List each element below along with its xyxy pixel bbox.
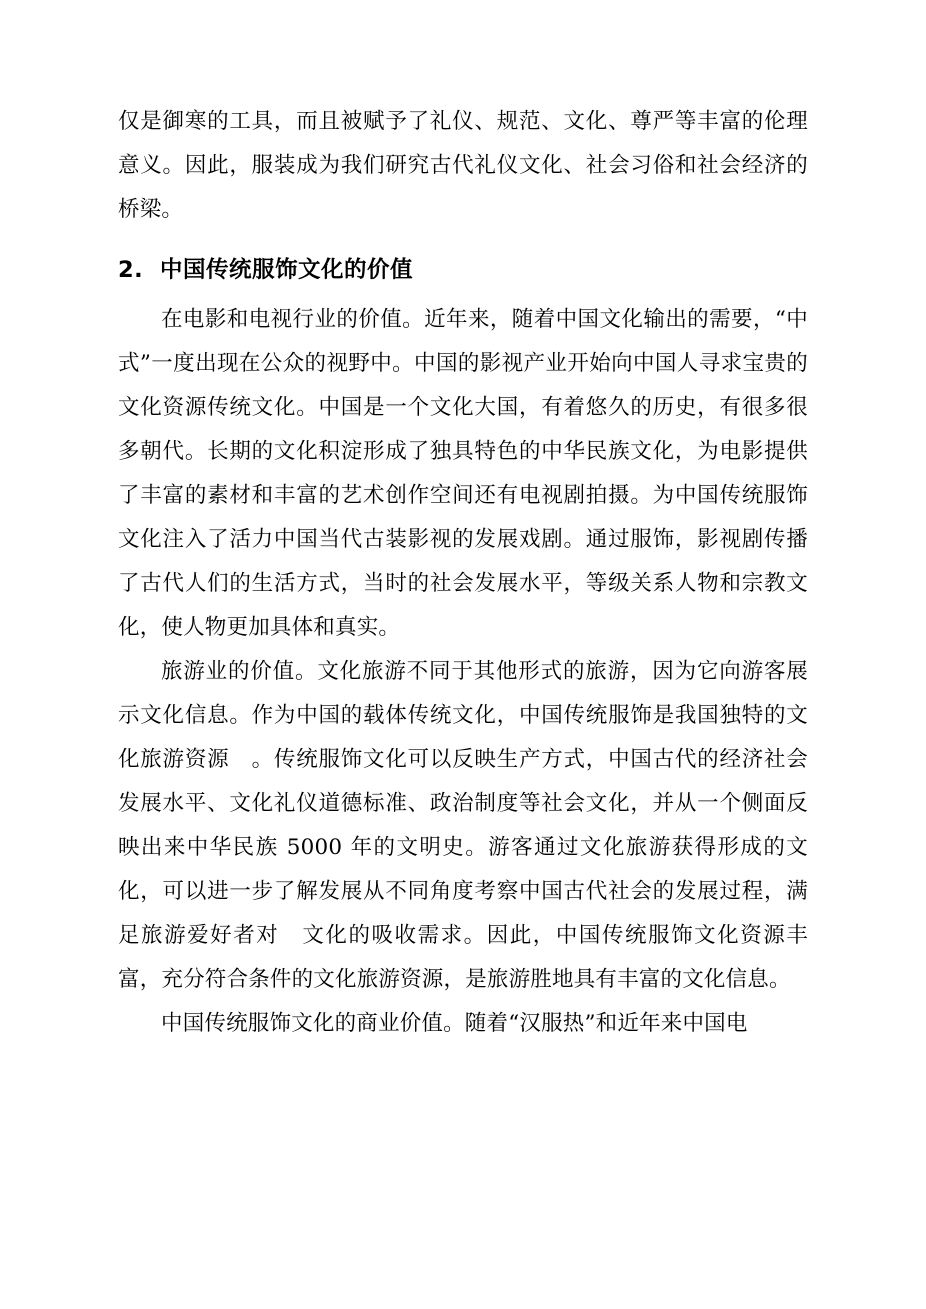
paragraph-film-tv-value: 在电影和电视行业的价值。近年来，随着中国文化输出的需要，“中式”一度出现在公众的视野中。中国的影视产业开始向中国人寻求宝贵的文化资源传统文化。中国是一个文化大国，有着悠久的历史，有很多很多朝代。长期的文化积淀形成了独具特色的中华民族文化，为电影提供了丰富的素材和丰富的艺术创作空间还有电视剧拍摄。为中国传统服饰文化注入了活力中国当代古装影视的发展戏剧。通过服饰，影视剧传播了古代人们的生活方式，当时的社会发展水平，等级关系人物和宗教文化，使人物更加具体和真实。 (118, 307, 808, 640)
paragraph-commercial-value: 中国传统服饰文化的商业价值。随着“汉服热”和近年来中国电 (161, 1011, 748, 1036)
paragraph-tourism-value: 旅游业的价值。文化旅游不同于其他形式的旅游，因为它向游客展示文化信息。作为中国的载体传统文化，中国传统服饰是我国独特的文化旅游资源 。传统服饰文化可以反映生产方式，中国古代的经济社会发展水平、文化礼仪道德标准、政治制度等社会文化，并从一个侧面反映出来中华民族 5000 年的文明史。游客通过文化旅游获得形成的文化，可以进一步了解发展从不同角度考察中国古代社会的发展过程，满足旅游爱好者对 文化的吸收需求。因此，中国传统服饰文化资源丰富，充分符合条件的文化旅游资源，是旅游胜地具有丰富的文化信息。 (118, 659, 808, 992)
paragraph-intro-continued: 仅是御寒的工具，而且被赋予了礼仪、规范、文化、尊严等丰富的伦理意义。因此，服装成为我们研究古代礼仪文化、社会习俗和社会经济的桥梁。 (118, 109, 808, 222)
heading-section-2 (118, 248, 808, 292)
heading-text: 中国传统服饰文化的价值 (160, 257, 414, 283)
heading-number: 2. (118, 257, 144, 283)
document-body (118, 100, 808, 1046)
